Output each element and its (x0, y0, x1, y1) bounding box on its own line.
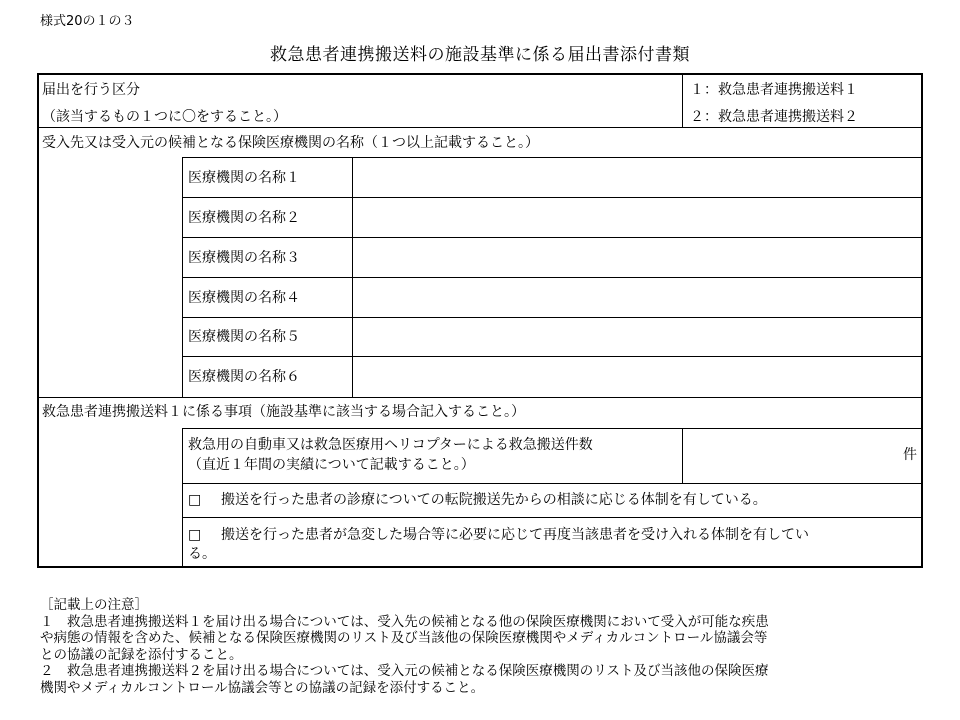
kubun-divider (682, 75, 683, 127)
note-line: や病態の情報を含めた、候補となる保険医療機関のリスト及び当該他の保険医療機関やメディカルコントロール協議会等 (40, 630, 768, 646)
transport-count-label: 救急用の自動車又は救急医療用ヘリコプターによる救急搬送件数 (188, 437, 593, 453)
institution-name-label-1: 医療機関の名称１ (188, 170, 300, 186)
indent-divider (182, 428, 183, 568)
form-table (37, 73, 923, 568)
readmission-checkbox[interactable]: □ (188, 527, 202, 543)
note-line: 機関やメディカルコントロール協議会等との協議の記録を添付すること。 (40, 679, 485, 696)
institutions-header: 受入先又は受入元の候補となる保険医療機関の名称（１つ以上記載すること。） (42, 135, 539, 151)
consultation-check-label: 搬送を行った患者の診療についての転院搬送先からの相談に応じる体制を有している。 (221, 492, 767, 508)
institution-name-label-5: 医療機関の名称５ (188, 329, 300, 345)
readmission-check-label: 搬送を行った患者が急変した場合等に必要に応じて再度当該患者を受け入れる体制を有してい (221, 527, 809, 543)
row-divider (182, 237, 923, 238)
row-divider (182, 317, 923, 318)
row-divider (182, 517, 923, 518)
institution-name-label-2: 医療機関の名称２ (188, 210, 300, 226)
kubun-instruction: （該当するもの１つに〇をすること。） (42, 109, 287, 125)
row-divider (182, 483, 923, 484)
transport-count-note: （直近１年間の実績について記載すること。） (188, 457, 475, 473)
kubun-option-1[interactable]: １：救急患者連携搬送料１ (690, 82, 858, 98)
row-divider (39, 127, 923, 128)
note-line: １ 救急患者連携搬送料１を届け出る場合については、受入先の候補となる他の保険医療機関において受入が可能な疾患 (40, 613, 769, 630)
institution-name-label-3: 医療機関の名称３ (188, 250, 300, 266)
row-divider (182, 157, 923, 158)
institution-name-label-4: 医療機関の名称４ (188, 290, 300, 306)
transport-count-unit: 件 (903, 447, 917, 463)
notes-section (40, 597, 920, 696)
row-divider (182, 197, 923, 198)
count-column-divider (682, 428, 683, 483)
row-divider (39, 397, 923, 398)
consultation-checkbox[interactable]: □ (188, 492, 202, 508)
row-divider (182, 428, 923, 429)
document-title: 救急患者連携搬送料の施設基準に係る届出書添付書類 (270, 45, 690, 65)
institution-name-label-6: 医療機関の名称６ (188, 369, 300, 385)
matters-header: 救急患者連携搬送料１に係る事項（施設基準に該当する場合記入すること。） (42, 404, 525, 420)
form-number: 様式20の１の３ (40, 14, 135, 29)
note-line: との協議の記録を添付すること。 (40, 646, 243, 663)
note-line: ２ 救急患者連携搬送料２を届け出る場合については、受入元の候補となる保険医療機関のリスト及び当該他の保険医療 (40, 663, 769, 679)
kubun-label: 届出を行う区分 (42, 82, 140, 98)
row-divider (182, 277, 923, 278)
notes-heading: ［記載上の注意］ (40, 597, 148, 613)
readmission-check-label-continued: る。 (188, 546, 216, 562)
row-divider (182, 356, 923, 357)
kubun-option-2[interactable]: ２：救急患者連携搬送料２ (690, 109, 858, 125)
